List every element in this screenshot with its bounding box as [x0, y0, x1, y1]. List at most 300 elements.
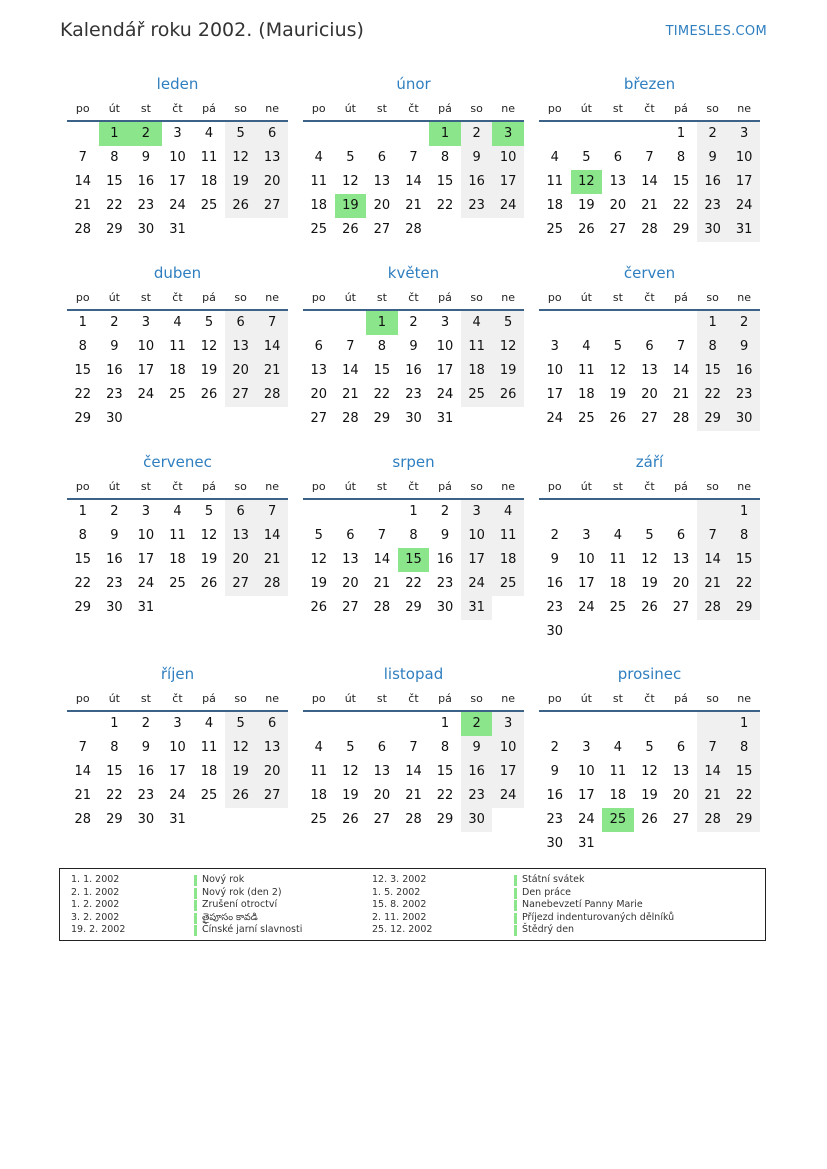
day-cell: 13 [310, 363, 328, 378]
day-cell: 1 [78, 315, 87, 330]
empty-day-cell [634, 122, 666, 146]
day-cell: 27 [609, 222, 627, 237]
day-cell: 8 [409, 528, 418, 543]
weekday-label: po [311, 479, 326, 493]
day-cell: 26 [225, 784, 257, 808]
day-cell: 28 [256, 572, 288, 596]
day-cell: 21 [697, 784, 729, 808]
empty-day-cell [193, 596, 225, 620]
day-cell: 17 [492, 760, 524, 784]
day-cell: 29 [74, 411, 92, 426]
legend-entry [60, 887, 765, 899]
weekday-label: ne [265, 290, 280, 304]
day-cell: 25 [602, 808, 634, 832]
day-cell: 16 [106, 363, 123, 378]
day-cell: 5 [204, 315, 214, 330]
legend-holiday-name: Nanebevzetí Panny Marie [522, 899, 643, 910]
day-cell: 3 [492, 122, 524, 146]
day-cell: 24 [461, 572, 493, 596]
day-cell: 17 [137, 552, 155, 567]
day-cell: 19 [310, 576, 328, 591]
day-cell: 26 [492, 383, 524, 407]
day-cell: 20 [373, 788, 391, 803]
day-cell: 27 [672, 812, 690, 827]
day-cell: 18 [461, 359, 493, 383]
weekday-label: čt [644, 101, 655, 115]
month-name: říjen [160, 665, 195, 683]
empty-day-cell [303, 712, 335, 736]
day-cell: 16 [728, 359, 760, 383]
day-cell: 2 [110, 315, 119, 330]
day-cell: 25 [546, 222, 564, 237]
weekday-label: pá [438, 691, 452, 705]
legend-holiday-name: Štědrý den [522, 924, 575, 935]
day-cell: 12 [225, 146, 257, 170]
day-cell: 31 [728, 218, 760, 242]
day-cell: 8 [728, 524, 760, 548]
empty-day-cell [225, 596, 257, 620]
day-cell: 7 [256, 500, 288, 524]
day-cell: 19 [200, 552, 218, 567]
weekday-label: pá [202, 290, 216, 304]
day-cell: 21 [373, 576, 391, 591]
day-cell: 4 [204, 716, 214, 731]
empty-day-cell [256, 596, 288, 620]
day-cell: 23 [728, 383, 760, 407]
weekday-label: ne [737, 101, 752, 115]
day-cell: 8 [440, 740, 450, 755]
empty-day-cell [366, 500, 398, 524]
day-cell: 25 [310, 222, 328, 237]
weekday-label: so [706, 101, 719, 115]
day-cell: 10 [436, 339, 454, 354]
weekday-label: po [311, 290, 326, 304]
day-cell: 2 [550, 740, 559, 755]
day-cell: 17 [169, 174, 186, 189]
day-cell: 9 [550, 764, 559, 779]
legend-holiday-name: తైపూసం కావడి [202, 911, 258, 923]
day-cell: 13 [342, 552, 359, 567]
day-cell: 30 [436, 600, 454, 615]
weekday-label: čt [172, 691, 183, 705]
day-cell: 15 [398, 548, 430, 572]
day-cell: 20 [342, 576, 359, 591]
day-cell: 30 [728, 407, 760, 431]
day-cell: 23 [436, 576, 454, 591]
day-cell: 25 [461, 383, 493, 407]
day-cell: 28 [697, 808, 729, 832]
day-cell: 29 [672, 222, 690, 237]
day-cell: 31 [169, 222, 186, 237]
day-cell: 22 [728, 784, 760, 808]
day-cell: 2 [440, 504, 450, 519]
day-cell: 29 [728, 596, 760, 620]
weekday-label: so [234, 290, 247, 304]
day-cell: 1 [78, 504, 87, 519]
day-cell: 12 [641, 764, 658, 779]
day-cell: 31 [169, 812, 186, 827]
day-cell: 24 [728, 194, 760, 218]
day-cell: 22 [373, 387, 391, 402]
site-logo[interactable]: TIMESLES.COM [665, 24, 767, 39]
day-cell: 21 [697, 572, 729, 596]
day-cell: 4 [613, 528, 623, 543]
day-cell: 28 [373, 600, 391, 615]
legend-color-marker [514, 900, 517, 911]
month-name: září [635, 453, 664, 471]
weekday-label: st [376, 101, 387, 115]
day-cell: 19 [641, 788, 658, 803]
day-cell: 1 [409, 504, 418, 519]
day-cell: 10 [137, 528, 155, 543]
day-cell: 17 [546, 387, 564, 402]
day-cell: 17 [169, 764, 186, 779]
weekday-label: po [547, 290, 562, 304]
weekday-label: pá [674, 479, 688, 493]
empty-day-cell [225, 407, 257, 431]
day-cell: 30 [461, 808, 493, 832]
day-cell: 27 [342, 600, 359, 615]
day-cell: 12 [609, 363, 627, 378]
day-cell: 9 [141, 740, 151, 755]
month-únor [303, 72, 524, 242]
day-cell: 2 [110, 504, 119, 519]
day-cell: 18 [200, 174, 218, 189]
weekday-label: pá [438, 290, 452, 304]
day-cell: 14 [74, 764, 92, 779]
week-row [67, 524, 288, 548]
day-cell: 1 [429, 122, 461, 146]
day-cell: 2 [461, 122, 493, 146]
legend-date: 2. 1. 2002 [71, 886, 120, 898]
day-cell: 15 [436, 174, 454, 189]
day-cell: 5 [645, 528, 654, 543]
weekday-label: po [311, 101, 326, 115]
day-cell: 24 [546, 411, 564, 426]
week-row [67, 548, 288, 572]
day-cell: 18 [609, 788, 627, 803]
day-cell: 18 [310, 198, 328, 213]
empty-day-cell [193, 218, 225, 242]
day-cell: 6 [645, 339, 654, 354]
day-cell: 1 [440, 716, 450, 731]
day-cell: 13 [672, 764, 690, 779]
legend-date: 1. 1. 2002 [71, 874, 120, 885]
legend-holiday-name: Zrušení otroctví [202, 899, 278, 910]
day-cell: 29 [436, 812, 454, 827]
day-cell: 4 [173, 315, 182, 330]
day-cell: 1 [110, 716, 119, 731]
week-row [303, 596, 524, 620]
day-cell: 17 [436, 363, 454, 378]
day-cell: 3 [582, 740, 591, 755]
weekday-label: po [547, 479, 562, 493]
empty-day-cell [335, 500, 367, 524]
week-row [539, 146, 760, 170]
day-cell: 26 [342, 222, 359, 237]
day-cell: 1 [676, 126, 686, 141]
day-cell: 23 [697, 194, 729, 218]
day-cell: 2 [697, 122, 729, 146]
week-row [303, 359, 524, 383]
day-cell: 20 [672, 576, 690, 591]
weekday-label: čt [172, 101, 183, 115]
day-cell: 20 [225, 359, 257, 383]
day-cell: 23 [546, 812, 564, 827]
legend-holiday-name: Den práce [522, 886, 572, 898]
day-cell: 10 [169, 150, 186, 165]
weekday-label: út [580, 479, 592, 493]
week-row [303, 500, 524, 524]
month-červen [539, 261, 760, 431]
day-cell: 16 [137, 174, 155, 189]
weekday-label: so [470, 691, 483, 705]
legend-holiday-name: Nový rok [202, 874, 245, 885]
day-cell: 16 [461, 760, 493, 784]
day-cell: 16 [697, 170, 729, 194]
weekday-label: út [344, 101, 356, 115]
day-cell: 7 [697, 736, 729, 760]
day-cell: 31 [461, 596, 493, 620]
day-cell: 7 [409, 150, 418, 165]
weekday-label: pá [202, 101, 216, 115]
day-cell: 10 [492, 736, 524, 760]
weekday-label: ne [265, 101, 280, 115]
day-cell: 27 [310, 411, 328, 426]
day-cell: 5 [314, 528, 323, 543]
empty-day-cell [429, 218, 461, 242]
weekday-label: po [311, 691, 326, 705]
weekday-label: st [612, 691, 623, 705]
day-cell: 9 [110, 339, 119, 354]
day-cell: 5 [492, 311, 524, 335]
empty-day-cell [665, 311, 697, 335]
day-cell: 12 [342, 764, 359, 779]
day-cell: 2 [130, 122, 162, 146]
legend-date: 1. 5. 2002 [372, 886, 421, 898]
day-cell: 9 [409, 339, 418, 354]
day-cell: 4 [582, 339, 591, 354]
day-cell: 5 [346, 740, 355, 755]
day-cell: 14 [256, 335, 288, 359]
empty-day-cell [539, 311, 571, 335]
weekday-label: ne [501, 101, 516, 115]
week-row [303, 383, 524, 407]
empty-day-cell [602, 620, 634, 644]
day-cell: 12 [200, 528, 218, 543]
day-cell: 22 [697, 383, 729, 407]
day-cell: 24 [137, 387, 155, 402]
day-cell: 10 [578, 552, 595, 567]
weekday-label: st [612, 479, 623, 493]
day-cell: 16 [436, 552, 454, 567]
empty-day-cell [492, 808, 524, 832]
day-cell: 27 [672, 600, 690, 615]
day-cell: 1 [366, 311, 398, 335]
day-cell: 27 [256, 194, 288, 218]
weekday-label: út [108, 691, 120, 705]
day-cell: 3 [582, 528, 591, 543]
empty-day-cell [303, 311, 335, 335]
weekday-label: čt [644, 479, 655, 493]
day-cell: 29 [728, 808, 760, 832]
day-cell: 21 [256, 548, 288, 572]
empty-day-cell [366, 122, 398, 146]
empty-day-cell [728, 620, 760, 644]
empty-day-cell [602, 832, 634, 856]
day-cell: 20 [672, 788, 690, 803]
day-cell: 24 [492, 194, 524, 218]
weekday-label: po [547, 101, 562, 115]
month-duben [67, 261, 288, 431]
week-row [303, 407, 524, 431]
day-cell: 26 [641, 812, 658, 827]
legend-date: 15. 8. 2002 [372, 899, 427, 910]
day-cell: 11 [609, 552, 627, 567]
week-row [539, 736, 760, 760]
day-cell: 11 [169, 528, 186, 543]
day-cell: 2 [550, 528, 559, 543]
legend-color-marker [514, 875, 517, 886]
empty-day-cell [461, 407, 493, 431]
day-cell: 27 [373, 222, 391, 237]
day-cell: 6 [377, 740, 387, 755]
day-cell: 8 [377, 339, 387, 354]
day-cell: 15 [74, 552, 92, 567]
day-cell: 6 [676, 740, 686, 755]
weekday-label: st [376, 479, 387, 493]
legend-holiday-name: Čínské jarní slavnosti [202, 924, 303, 935]
weekday-label: út [344, 691, 356, 705]
day-cell: 16 [405, 363, 422, 378]
day-cell: 24 [137, 576, 155, 591]
day-cell: 28 [641, 222, 658, 237]
weekday-label: so [234, 479, 247, 493]
day-cell: 8 [728, 736, 760, 760]
weekday-label: st [612, 290, 623, 304]
day-cell: 23 [137, 788, 155, 803]
weekday-label: ne [501, 290, 516, 304]
weekday-header [539, 286, 760, 308]
day-cell: 14 [672, 363, 690, 378]
weekday-label: po [547, 691, 562, 705]
weekday-label: po [75, 479, 90, 493]
empty-day-cell [366, 712, 398, 736]
day-cell: 7 [78, 150, 87, 165]
day-cell: 4 [314, 150, 323, 165]
weekday-label: so [234, 691, 247, 705]
day-cell: 10 [461, 524, 493, 548]
legend-color-marker [514, 888, 517, 899]
empty-day-cell [728, 832, 760, 856]
day-cell: 11 [578, 363, 595, 378]
empty-day-cell [256, 218, 288, 242]
week-row [303, 524, 524, 548]
empty-day-cell [335, 712, 367, 736]
week-row [539, 572, 760, 596]
empty-day-cell [335, 122, 367, 146]
day-cell: 11 [200, 150, 218, 165]
day-cell: 28 [405, 812, 422, 827]
weekday-header [303, 97, 524, 119]
month-name: květen [387, 264, 440, 282]
day-cell: 18 [310, 788, 328, 803]
empty-day-cell [225, 808, 257, 832]
empty-day-cell [602, 712, 634, 736]
week-row [539, 832, 760, 856]
week-row [67, 760, 288, 784]
day-cell: 13 [256, 736, 288, 760]
week-row [539, 311, 760, 335]
weekday-header [303, 475, 524, 497]
day-cell: 6 [256, 122, 288, 146]
day-cell: 11 [609, 764, 627, 779]
day-cell: 13 [256, 146, 288, 170]
week-row [303, 784, 524, 808]
week-row [67, 170, 288, 194]
day-cell: 27 [256, 784, 288, 808]
day-cell: 10 [546, 363, 564, 378]
legend-date: 12. 3. 2002 [372, 874, 427, 885]
weekday-label: ne [737, 290, 752, 304]
day-cell: 9 [110, 528, 119, 543]
weekday-label: st [140, 479, 151, 493]
empty-day-cell [256, 407, 288, 431]
day-cell: 17 [578, 576, 595, 591]
day-cell: 10 [492, 146, 524, 170]
day-cell: 26 [200, 576, 218, 591]
day-cell: 30 [106, 411, 123, 426]
day-cell: 13 [373, 174, 391, 189]
month-name: březen [623, 75, 676, 93]
week-row [303, 311, 524, 335]
legend-date: 19. 2. 2002 [71, 924, 126, 935]
legend-date: 3. 2. 2002 [71, 911, 120, 923]
day-cell: 8 [78, 528, 87, 543]
week-row [67, 500, 288, 524]
day-cell: 19 [641, 576, 658, 591]
day-cell: 30 [697, 218, 729, 242]
day-cell: 24 [578, 600, 595, 615]
month-srpen [303, 450, 524, 620]
weekday-label: st [612, 101, 623, 115]
day-cell: 29 [373, 411, 391, 426]
month-listopad [303, 662, 524, 832]
weekday-label: pá [674, 691, 688, 705]
weekday-label: ne [265, 479, 280, 493]
day-cell: 12 [492, 335, 524, 359]
day-cell: 18 [609, 576, 627, 591]
day-cell: 15 [106, 764, 123, 779]
day-cell: 25 [200, 788, 218, 803]
day-cell: 18 [492, 548, 524, 572]
day-cell: 13 [225, 524, 257, 548]
day-cell: 1 [697, 311, 729, 335]
weekday-label: so [706, 691, 719, 705]
empty-day-cell [335, 311, 367, 335]
legend-color-marker [514, 913, 517, 924]
week-row [539, 500, 760, 524]
week-row [303, 808, 524, 832]
day-cell: 9 [550, 552, 559, 567]
week-row [303, 218, 524, 242]
day-cell: 11 [546, 174, 564, 189]
day-cell: 29 [405, 600, 422, 615]
weekday-header [539, 97, 760, 119]
week-row [67, 572, 288, 596]
day-cell: 25 [578, 411, 595, 426]
day-cell: 11 [461, 335, 493, 359]
